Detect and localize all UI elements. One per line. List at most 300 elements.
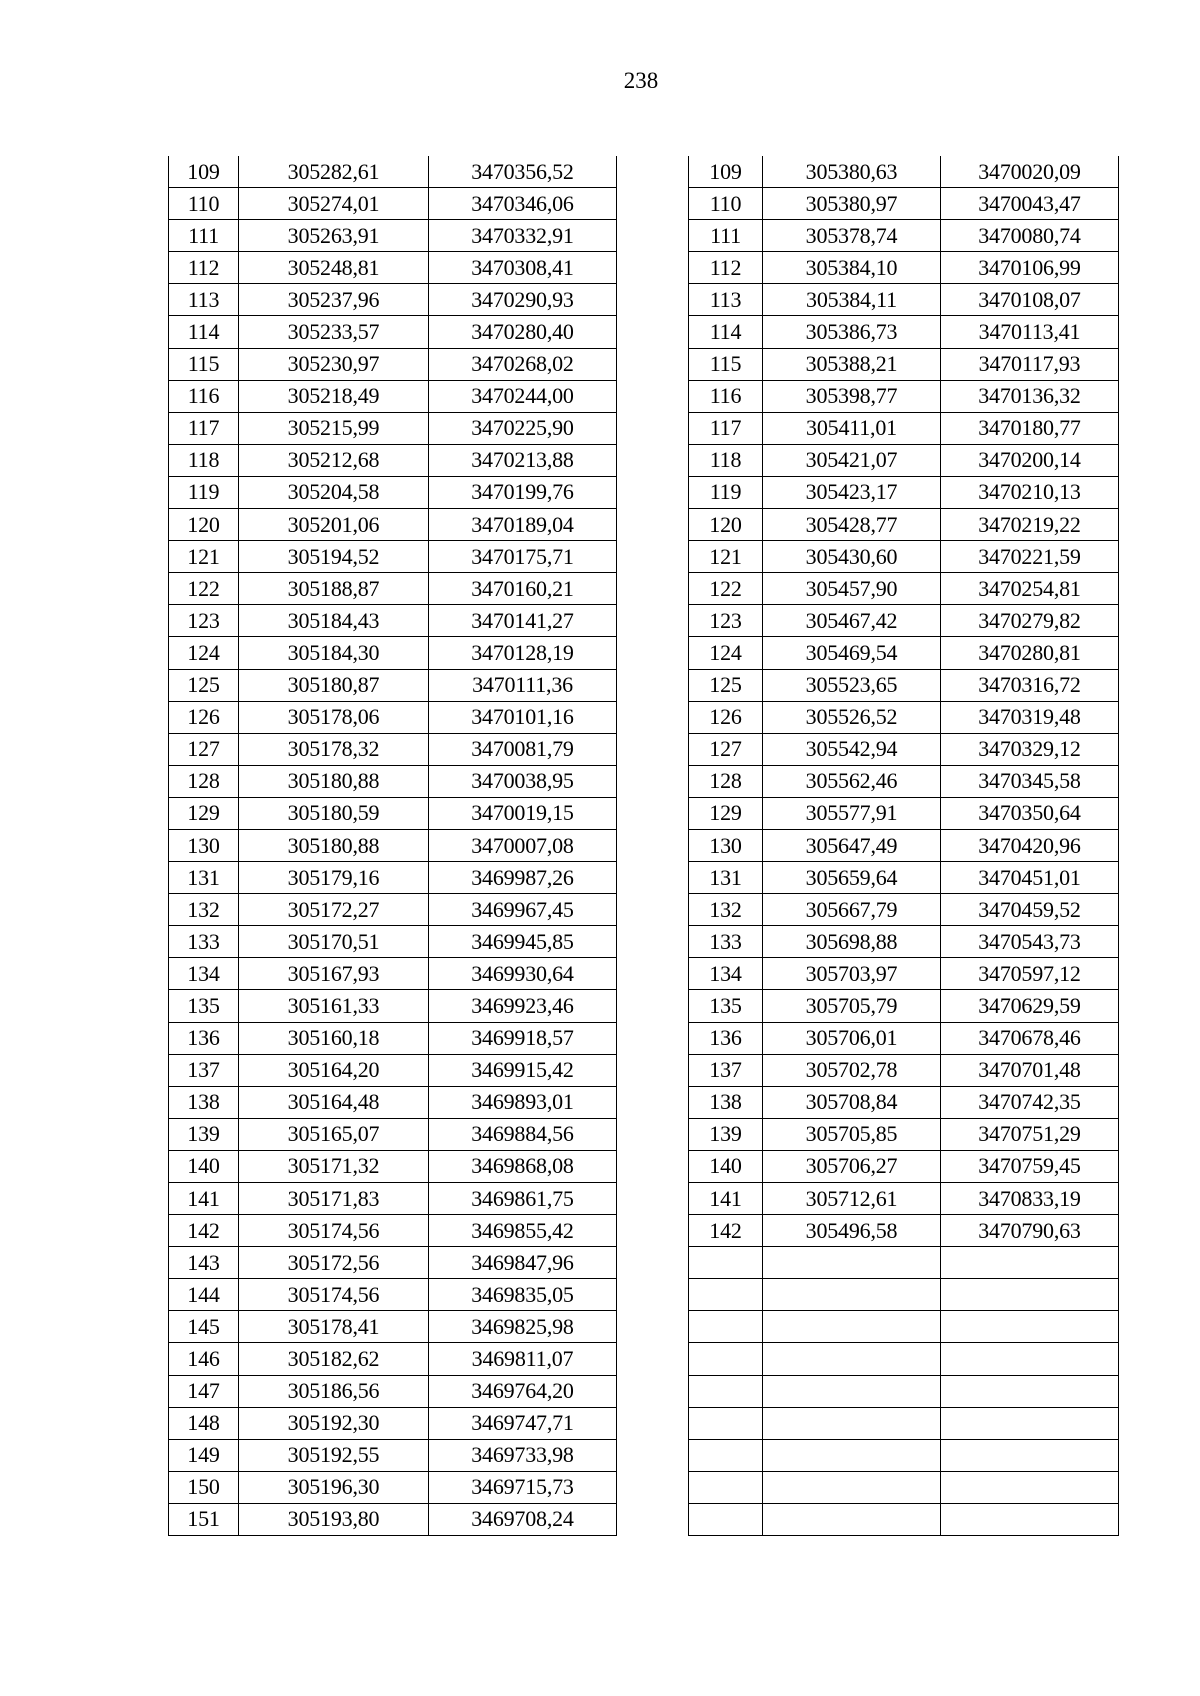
table-row — [689, 156, 1119, 188]
point-number-cell — [689, 1247, 763, 1279]
point-number-cell: 145 — [169, 1311, 239, 1343]
point-number-cell: 119 — [169, 476, 239, 508]
table-row — [169, 1247, 617, 1279]
point-number-cell: 146 — [169, 1343, 239, 1375]
table-row — [689, 797, 1119, 829]
x-coordinate-cell: 305469,54 — [763, 637, 941, 669]
point-number-cell: 125 — [689, 669, 763, 701]
y-coordinate-cell: 3469945,85 — [429, 926, 617, 958]
x-coordinate-cell — [763, 1247, 941, 1279]
x-coordinate-cell: 305380,97 — [763, 188, 941, 220]
point-number-cell: 121 — [689, 541, 763, 573]
y-coordinate-cell: 3470007,08 — [429, 829, 617, 861]
y-coordinate-cell: 3470199,76 — [429, 476, 617, 508]
point-number-cell: 134 — [169, 958, 239, 990]
y-coordinate-cell: 3470316,72 — [941, 669, 1119, 701]
point-number-cell: 126 — [169, 701, 239, 733]
point-number-cell: 127 — [169, 733, 239, 765]
table-row — [169, 1118, 617, 1150]
point-number-cell: 141 — [169, 1183, 239, 1215]
y-coordinate-cell: 3470833,19 — [941, 1183, 1119, 1215]
y-coordinate-cell: 3469855,42 — [429, 1215, 617, 1247]
y-coordinate-cell: 3470319,48 — [941, 701, 1119, 733]
table-row — [169, 1086, 617, 1118]
y-coordinate-cell: 3470280,81 — [941, 637, 1119, 669]
table-row — [689, 733, 1119, 765]
point-number-cell: 119 — [689, 476, 763, 508]
point-number-cell: 129 — [169, 797, 239, 829]
point-number-cell: 111 — [689, 220, 763, 252]
point-number-cell: 134 — [689, 958, 763, 990]
table-row — [689, 958, 1119, 990]
x-coordinate-cell: 305698,88 — [763, 926, 941, 958]
x-coordinate-cell: 305233,57 — [239, 316, 429, 348]
y-coordinate-cell — [941, 1279, 1119, 1311]
y-coordinate-cell: 3470279,82 — [941, 605, 1119, 637]
y-coordinate-cell: 3470790,63 — [941, 1215, 1119, 1247]
point-number-cell: 144 — [169, 1279, 239, 1311]
y-coordinate-cell: 3470106,99 — [941, 252, 1119, 284]
x-coordinate-cell: 305204,58 — [239, 476, 429, 508]
x-coordinate-cell: 305263,91 — [239, 220, 429, 252]
y-coordinate-cell: 3470678,46 — [941, 1022, 1119, 1054]
table-row — [689, 1054, 1119, 1086]
y-coordinate-cell: 3469708,24 — [429, 1503, 617, 1535]
x-coordinate-cell: 305378,74 — [763, 220, 941, 252]
point-number-cell: 112 — [689, 252, 763, 284]
y-coordinate-cell — [941, 1407, 1119, 1439]
y-coordinate-cell — [941, 1503, 1119, 1535]
x-coordinate-cell: 305706,01 — [763, 1022, 941, 1054]
x-coordinate-cell: 305667,79 — [763, 894, 941, 926]
table-row — [689, 1086, 1119, 1118]
table-row — [169, 1343, 617, 1375]
point-number-cell: 131 — [689, 862, 763, 894]
x-coordinate-cell: 305172,27 — [239, 894, 429, 926]
page-number: 238 — [623, 68, 659, 93]
x-coordinate-cell: 305170,51 — [239, 926, 429, 958]
x-coordinate-cell — [763, 1311, 941, 1343]
table-row — [689, 380, 1119, 412]
point-number-cell: 115 — [689, 348, 763, 380]
y-coordinate-cell: 3470629,59 — [941, 990, 1119, 1022]
table-row — [169, 797, 617, 829]
x-coordinate-cell: 305178,41 — [239, 1311, 429, 1343]
table-row — [689, 605, 1119, 637]
x-coordinate-cell: 305182,62 — [239, 1343, 429, 1375]
table-row — [169, 573, 617, 605]
point-number-cell: 132 — [169, 894, 239, 926]
x-coordinate-cell — [763, 1343, 941, 1375]
table-row — [169, 990, 617, 1022]
table-row — [689, 701, 1119, 733]
table-row — [689, 1247, 1119, 1279]
y-coordinate-cell: 3469923,46 — [429, 990, 617, 1022]
y-coordinate-cell — [941, 1247, 1119, 1279]
x-coordinate-cell: 305180,88 — [239, 829, 429, 861]
table-row — [169, 316, 617, 348]
table-row — [689, 476, 1119, 508]
point-number-cell: 138 — [689, 1086, 763, 1118]
x-coordinate-cell — [763, 1503, 941, 1535]
point-number-cell: 109 — [689, 156, 763, 188]
x-coordinate-cell: 305421,07 — [763, 444, 941, 476]
y-coordinate-cell: 3470254,81 — [941, 573, 1119, 605]
x-coordinate-cell: 305562,46 — [763, 765, 941, 797]
table-row — [169, 252, 617, 284]
table-row — [689, 894, 1119, 926]
table-row — [689, 1279, 1119, 1311]
y-coordinate-cell: 3470332,91 — [429, 220, 617, 252]
y-coordinate-cell: 3470742,35 — [941, 1086, 1119, 1118]
y-coordinate-cell: 3469967,45 — [429, 894, 617, 926]
y-coordinate-cell: 3470080,74 — [941, 220, 1119, 252]
y-coordinate-cell: 3469884,56 — [429, 1118, 617, 1150]
table-row — [169, 1439, 617, 1471]
table-row — [689, 412, 1119, 444]
x-coordinate-cell: 305196,30 — [239, 1471, 429, 1503]
table-row — [689, 829, 1119, 861]
point-number-cell: 135 — [689, 990, 763, 1022]
x-coordinate-cell: 305164,48 — [239, 1086, 429, 1118]
point-number-cell — [689, 1279, 763, 1311]
table-row — [689, 669, 1119, 701]
point-number-cell — [689, 1375, 763, 1407]
point-number-cell: 114 — [169, 316, 239, 348]
x-coordinate-cell: 305174,56 — [239, 1215, 429, 1247]
x-coordinate-cell: 305171,32 — [239, 1150, 429, 1182]
x-coordinate-cell: 305705,79 — [763, 990, 941, 1022]
table-row — [689, 637, 1119, 669]
table-row — [169, 701, 617, 733]
point-number-cell — [689, 1407, 763, 1439]
table-row — [689, 1183, 1119, 1215]
table-row — [169, 1054, 617, 1086]
x-coordinate-cell: 305160,18 — [239, 1022, 429, 1054]
x-coordinate-cell: 305708,84 — [763, 1086, 941, 1118]
table-row — [689, 444, 1119, 476]
table-row — [169, 862, 617, 894]
point-number-cell: 117 — [689, 412, 763, 444]
point-number-cell: 142 — [689, 1215, 763, 1247]
y-coordinate-cell — [941, 1471, 1119, 1503]
x-coordinate-cell: 305386,73 — [763, 316, 941, 348]
point-number-cell: 133 — [169, 926, 239, 958]
table-row — [689, 220, 1119, 252]
x-coordinate-cell: 305428,77 — [763, 509, 941, 541]
point-number-cell: 132 — [689, 894, 763, 926]
y-coordinate-cell: 3470701,48 — [941, 1054, 1119, 1086]
point-number-cell: 113 — [689, 284, 763, 316]
x-coordinate-cell: 305186,56 — [239, 1375, 429, 1407]
y-coordinate-cell: 3469861,75 — [429, 1183, 617, 1215]
point-number-cell: 122 — [169, 573, 239, 605]
point-number-cell: 142 — [169, 1215, 239, 1247]
y-coordinate-cell: 3470759,45 — [941, 1150, 1119, 1182]
table-row — [689, 284, 1119, 316]
y-coordinate-cell: 3470451,01 — [941, 862, 1119, 894]
table-row — [169, 541, 617, 573]
y-coordinate-cell: 3469893,01 — [429, 1086, 617, 1118]
coordinates-table-right — [688, 156, 1119, 1536]
x-coordinate-cell: 305201,06 — [239, 509, 429, 541]
point-number-cell: 109 — [169, 156, 239, 188]
x-coordinate-cell — [763, 1279, 941, 1311]
y-coordinate-cell: 3470111,36 — [429, 669, 617, 701]
y-coordinate-cell: 3470200,14 — [941, 444, 1119, 476]
y-coordinate-cell: 3470751,29 — [941, 1118, 1119, 1150]
y-coordinate-cell: 3470329,12 — [941, 733, 1119, 765]
table-row — [689, 1503, 1119, 1535]
table-row — [169, 1471, 617, 1503]
x-coordinate-cell: 305577,91 — [763, 797, 941, 829]
x-coordinate-cell: 305161,33 — [239, 990, 429, 1022]
x-coordinate-cell: 305192,55 — [239, 1439, 429, 1471]
x-coordinate-cell: 305171,83 — [239, 1183, 429, 1215]
table-row — [169, 380, 617, 412]
y-coordinate-cell: 3470268,02 — [429, 348, 617, 380]
y-coordinate-cell: 3470101,16 — [429, 701, 617, 733]
point-number-cell: 115 — [169, 348, 239, 380]
x-coordinate-cell: 305703,97 — [763, 958, 941, 990]
point-number-cell: 130 — [689, 829, 763, 861]
table-row — [169, 1407, 617, 1439]
point-number-cell: 120 — [689, 509, 763, 541]
y-coordinate-cell: 3470213,88 — [429, 444, 617, 476]
x-coordinate-cell: 305180,59 — [239, 797, 429, 829]
point-number-cell: 136 — [169, 1022, 239, 1054]
point-number-cell: 129 — [689, 797, 763, 829]
point-number-cell: 123 — [689, 605, 763, 637]
y-coordinate-cell: 3470210,13 — [941, 476, 1119, 508]
point-number-cell: 117 — [169, 412, 239, 444]
y-coordinate-cell: 3469868,08 — [429, 1150, 617, 1182]
x-coordinate-cell: 305215,99 — [239, 412, 429, 444]
y-coordinate-cell: 3469747,71 — [429, 1407, 617, 1439]
point-number-cell: 130 — [169, 829, 239, 861]
point-number-cell: 141 — [689, 1183, 763, 1215]
table-row — [689, 509, 1119, 541]
table-row — [169, 733, 617, 765]
x-coordinate-cell: 305457,90 — [763, 573, 941, 605]
y-coordinate-cell: 3470108,07 — [941, 284, 1119, 316]
y-coordinate-cell: 3469764,20 — [429, 1375, 617, 1407]
point-number-cell: 138 — [169, 1086, 239, 1118]
x-coordinate-cell: 305237,96 — [239, 284, 429, 316]
x-coordinate-cell: 305274,01 — [239, 188, 429, 220]
y-coordinate-cell — [941, 1375, 1119, 1407]
table-row — [169, 829, 617, 861]
x-coordinate-cell: 305384,11 — [763, 284, 941, 316]
point-number-cell: 110 — [689, 188, 763, 220]
x-coordinate-cell: 305184,30 — [239, 637, 429, 669]
y-coordinate-cell: 3470160,21 — [429, 573, 617, 605]
y-coordinate-cell: 3470280,40 — [429, 316, 617, 348]
point-number-cell: 111 — [169, 220, 239, 252]
point-number-cell: 116 — [689, 380, 763, 412]
table-row — [689, 1118, 1119, 1150]
x-coordinate-cell: 305384,10 — [763, 252, 941, 284]
x-coordinate-cell: 305712,61 — [763, 1183, 941, 1215]
y-coordinate-cell: 3469715,73 — [429, 1471, 617, 1503]
y-coordinate-cell — [941, 1311, 1119, 1343]
table-row — [169, 669, 617, 701]
y-coordinate-cell: 3470244,00 — [429, 380, 617, 412]
point-number-cell: 148 — [169, 1407, 239, 1439]
point-number-cell: 110 — [169, 188, 239, 220]
point-number-cell: 131 — [169, 862, 239, 894]
table-row — [169, 1022, 617, 1054]
point-number-cell: 120 — [169, 509, 239, 541]
y-coordinate-cell: 3470543,73 — [941, 926, 1119, 958]
y-coordinate-cell: 3470175,71 — [429, 541, 617, 573]
x-coordinate-cell: 305496,58 — [763, 1215, 941, 1247]
y-coordinate-cell: 3470113,41 — [941, 316, 1119, 348]
x-coordinate-cell: 305230,97 — [239, 348, 429, 380]
table-row — [169, 894, 617, 926]
x-coordinate-cell: 305467,42 — [763, 605, 941, 637]
x-coordinate-cell: 305174,56 — [239, 1279, 429, 1311]
point-number-cell: 125 — [169, 669, 239, 701]
point-number-cell: 135 — [169, 990, 239, 1022]
point-number-cell: 139 — [689, 1118, 763, 1150]
y-coordinate-cell: 3470019,15 — [429, 797, 617, 829]
x-coordinate-cell: 305192,30 — [239, 1407, 429, 1439]
x-coordinate-cell: 305194,52 — [239, 541, 429, 573]
x-coordinate-cell: 305248,81 — [239, 252, 429, 284]
x-coordinate-cell: 305380,63 — [763, 156, 941, 188]
table-row — [689, 1311, 1119, 1343]
point-number-cell: 136 — [689, 1022, 763, 1054]
x-coordinate-cell: 305398,77 — [763, 380, 941, 412]
x-coordinate-cell — [763, 1471, 941, 1503]
point-number-cell: 124 — [169, 637, 239, 669]
y-coordinate-cell: 3470420,96 — [941, 829, 1119, 861]
x-coordinate-cell: 305706,27 — [763, 1150, 941, 1182]
point-number-cell: 143 — [169, 1247, 239, 1279]
table-row — [689, 1471, 1119, 1503]
point-number-cell: 140 — [169, 1150, 239, 1182]
point-number-cell: 128 — [169, 765, 239, 797]
y-coordinate-cell: 3469811,07 — [429, 1343, 617, 1375]
point-number-cell: 128 — [689, 765, 763, 797]
table-row — [689, 348, 1119, 380]
point-number-cell — [689, 1439, 763, 1471]
y-coordinate-cell: 3470225,90 — [429, 412, 617, 444]
y-coordinate-cell: 3470308,41 — [429, 252, 617, 284]
x-coordinate-cell — [763, 1407, 941, 1439]
coordinates-table-right-body — [689, 156, 1119, 1536]
y-coordinate-cell: 3470043,47 — [941, 188, 1119, 220]
y-coordinate-cell: 3470219,22 — [941, 509, 1119, 541]
table-row — [169, 958, 617, 990]
table-row — [169, 188, 617, 220]
table-row — [169, 1215, 617, 1247]
x-coordinate-cell: 305659,64 — [763, 862, 941, 894]
table-row — [689, 1215, 1119, 1247]
table-row — [689, 765, 1119, 797]
x-coordinate-cell: 305178,32 — [239, 733, 429, 765]
x-coordinate-cell: 305178,06 — [239, 701, 429, 733]
point-number-cell: 127 — [689, 733, 763, 765]
table-row — [169, 1183, 617, 1215]
table-row — [689, 926, 1119, 958]
x-coordinate-cell: 305411,01 — [763, 412, 941, 444]
table-row — [169, 220, 617, 252]
x-coordinate-cell: 305542,94 — [763, 733, 941, 765]
y-coordinate-cell: 3469915,42 — [429, 1054, 617, 1086]
y-coordinate-cell: 3470356,52 — [429, 156, 617, 188]
y-coordinate-cell: 3469930,64 — [429, 958, 617, 990]
x-coordinate-cell: 305705,85 — [763, 1118, 941, 1150]
point-number-cell: 118 — [169, 444, 239, 476]
table-row — [169, 412, 617, 444]
point-number-cell — [689, 1471, 763, 1503]
table-row — [689, 573, 1119, 605]
y-coordinate-cell: 3469835,05 — [429, 1279, 617, 1311]
y-coordinate-cell: 3469825,98 — [429, 1311, 617, 1343]
point-number-cell: 116 — [169, 380, 239, 412]
x-coordinate-cell: 305180,87 — [239, 669, 429, 701]
table-row — [169, 1311, 617, 1343]
point-number-cell: 126 — [689, 701, 763, 733]
table-row — [169, 926, 617, 958]
x-coordinate-cell: 305188,87 — [239, 573, 429, 605]
table-row — [689, 188, 1119, 220]
x-coordinate-cell: 305180,88 — [239, 765, 429, 797]
table-row — [169, 1150, 617, 1182]
y-coordinate-cell: 3470038,95 — [429, 765, 617, 797]
point-number-cell — [689, 1311, 763, 1343]
point-number-cell: 121 — [169, 541, 239, 573]
point-number-cell: 137 — [169, 1054, 239, 1086]
point-number-cell: 151 — [169, 1503, 239, 1535]
x-coordinate-cell: 305164,20 — [239, 1054, 429, 1086]
y-coordinate-cell — [941, 1343, 1119, 1375]
point-number-cell: 118 — [689, 444, 763, 476]
table-row — [169, 765, 617, 797]
x-coordinate-cell — [763, 1439, 941, 1471]
y-coordinate-cell: 3470221,59 — [941, 541, 1119, 573]
y-coordinate-cell: 3470459,52 — [941, 894, 1119, 926]
point-number-cell: 112 — [169, 252, 239, 284]
y-coordinate-cell: 3470350,64 — [941, 797, 1119, 829]
x-coordinate-cell: 305212,68 — [239, 444, 429, 476]
table-row — [169, 348, 617, 380]
table-row — [169, 156, 617, 188]
y-coordinate-cell — [941, 1439, 1119, 1471]
table-row — [689, 1022, 1119, 1054]
table-row — [169, 509, 617, 541]
y-coordinate-cell: 3470020,09 — [941, 156, 1119, 188]
table-row — [169, 605, 617, 637]
x-coordinate-cell: 305423,17 — [763, 476, 941, 508]
table-row — [169, 637, 617, 669]
point-number-cell: 133 — [689, 926, 763, 958]
table-row — [169, 284, 617, 316]
x-coordinate-cell: 305179,16 — [239, 862, 429, 894]
y-coordinate-cell: 3470128,19 — [429, 637, 617, 669]
x-coordinate-cell: 305172,56 — [239, 1247, 429, 1279]
y-coordinate-cell: 3470346,06 — [429, 188, 617, 220]
x-coordinate-cell: 305165,07 — [239, 1118, 429, 1150]
y-coordinate-cell: 3469733,98 — [429, 1439, 617, 1471]
x-coordinate-cell: 305647,49 — [763, 829, 941, 861]
point-number-cell: 137 — [689, 1054, 763, 1086]
x-coordinate-cell: 305523,65 — [763, 669, 941, 701]
y-coordinate-cell: 3470189,04 — [429, 509, 617, 541]
table-row — [689, 541, 1119, 573]
